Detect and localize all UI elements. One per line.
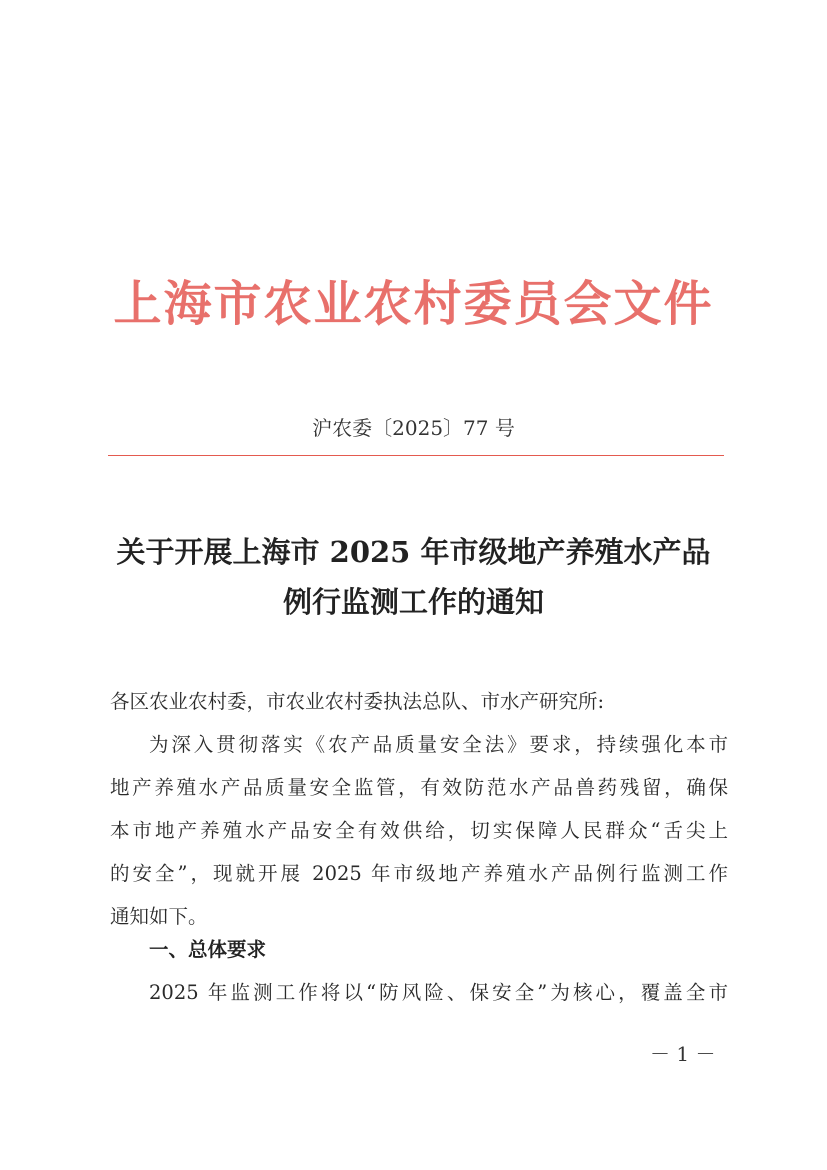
salutation: 各区农业农村委，市农业农村委执法总队、市水产研究所:: [110, 690, 605, 713]
issuing-authority-title: 上海市农业农村委员会文件: [113, 276, 714, 332]
document-title: [0, 527, 827, 627]
paragraph-1-line: 的安全”，现就开展 2025 年市级地产养殖水产品例行监测工作: [110, 862, 728, 885]
paragraph-1: [110, 723, 728, 938]
paragraph-1-line: 通知如下。: [110, 905, 208, 928]
document-title-line-1: 关于开展上海市 2025 年市级地产养殖水产品: [116, 535, 711, 569]
document-title-line-2: 例行监测工作的通知: [282, 585, 544, 619]
section-heading-general-requirements: 一、总体要求: [149, 938, 267, 961]
paragraph-1-line: 地产养殖水产品质量安全监管，有效防范水产品兽药残留，确保: [110, 776, 728, 799]
paragraph-2-line: 2025 年监测工作将以“防风险、保安全”为核心，覆盖全市: [149, 981, 728, 1004]
paragraph-2: [110, 971, 728, 1014]
page-number: － 1 －: [650, 1042, 716, 1066]
paragraph-1-line: 为深入贯彻落实《农产品质量安全法》要求，持续强化本市: [149, 733, 728, 756]
paragraph-1-line: 本市地产养殖水产品安全有效供给，切实保障人民群众“舌尖上: [110, 819, 728, 842]
header-divider-line: [108, 455, 724, 456]
document-number: 沪农委〔2025〕77 号: [312, 416, 515, 440]
